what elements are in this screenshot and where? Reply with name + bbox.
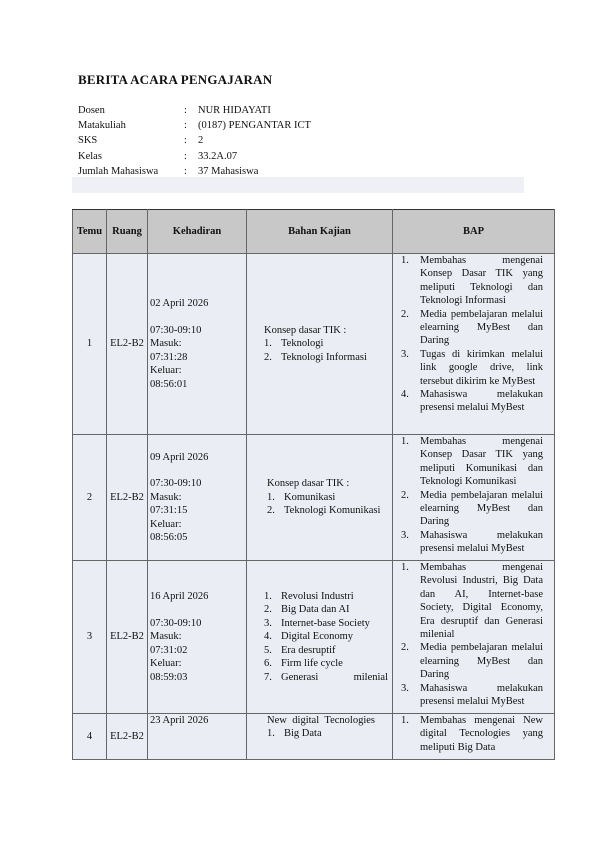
attendance-masuk-time: 07:31:15 [150, 505, 188, 517]
info-row-kelas [78, 149, 311, 164]
cell-bahan-kajian [247, 254, 393, 435]
gray-strip [72, 177, 524, 193]
info-value: 37 Mahasiswa [198, 165, 259, 177]
table-row [73, 561, 555, 714]
attendance-masuk-time: 07:31:28 [150, 351, 188, 363]
bap-item: 2. Media pembelajaran melalui elearning MyBest dan Daring [401, 308, 543, 347]
bahan-item: 5. Era desruptif [264, 644, 336, 656]
attendance-time: 07:30-09:10 [150, 617, 202, 629]
info-label: Matakuliah [78, 120, 126, 132]
bahan-item: 3. Internet-base Society [264, 617, 370, 629]
info-value: NUR HIDAYATI [198, 105, 271, 116]
bahan-item: 1. Teknologi [264, 338, 324, 350]
cell-kehadiran [148, 561, 247, 714]
info-label: Kelas [78, 150, 102, 162]
bahan-item: 1. Komunikasi [267, 491, 336, 503]
info-colon: : [184, 105, 187, 116]
teaching-record-table [72, 209, 555, 760]
cell-temu: 3 [73, 561, 107, 714]
bap-item: 1. Membahas mengenai Revolusi Industri, Big Data dan AI, Internet-base Society, Digital Economy, Era desruptif dan Generasi milenial [401, 562, 543, 641]
bahan-heading: New digital Tecnologies [267, 715, 375, 726]
cell-temu: 2 [73, 435, 107, 561]
cell-temu: 1 [73, 254, 107, 435]
info-row-dosen [78, 103, 311, 118]
info-label: Jumlah Mahasiswa [78, 165, 159, 177]
info-colon: : [184, 120, 187, 132]
info-row-matakuliah [78, 118, 311, 133]
bap-item: 2. Media pembelajaran melalui elearning MyBest dan Daring [401, 489, 543, 528]
bap-item: 1. Membahas mengenai New digital Tecnologies yang meliputi Big Data [401, 715, 543, 753]
table-row [73, 714, 555, 760]
bahan-item: 2. Big Data dan AI [264, 604, 350, 616]
info-colon: : [184, 165, 187, 177]
bahan-item: 1. Big Data [267, 728, 322, 740]
bahan-item: 7. Generasi milenial [264, 671, 388, 683]
info-value: 2 [198, 135, 204, 147]
cell-bap [393, 435, 555, 561]
cell-kehadiran [148, 714, 247, 760]
bap-list [401, 714, 543, 754]
attendance-keluar-label: Keluar: [150, 658, 182, 670]
attendance-keluar-time: 08:59:03 [150, 671, 188, 683]
info-label: SKS [78, 135, 98, 147]
bahan-item: 4. Digital Economy [264, 631, 354, 643]
table-header-row [73, 210, 555, 254]
bap-item: 1. Membahas mengenai Konsep Dasar TIK yang meliputi Komunikasi dan Teknologi Komunikasi [401, 436, 543, 488]
bahan-list [264, 337, 388, 364]
cell-kehadiran [148, 435, 247, 561]
attendance-block [150, 451, 246, 545]
attendance-time: 07:30-09:10 [150, 324, 202, 336]
header-ruang: Ruang [107, 210, 148, 254]
attendance-block [150, 714, 246, 727]
attendance-block [150, 590, 246, 684]
cell-kehadiran [148, 254, 247, 435]
info-label: Dosen [78, 105, 105, 116]
attendance-keluar-time: 08:56:01 [150, 378, 188, 390]
bahan-item: 2. Teknologi Informasi [264, 351, 367, 363]
attendance-date: 02 April 2026 [150, 298, 209, 310]
attendance-keluar-time: 08:56:05 [150, 532, 188, 543]
cell-bap [393, 561, 555, 714]
cell-ruang: EL2-B2 [107, 714, 148, 760]
bap-item: 2. Media pembelajaran melalui elearning MyBest dan Daring [401, 642, 543, 681]
bap-list [401, 561, 543, 708]
bahan-heading: Konsep dasar TIK : [267, 478, 350, 490]
attendance-date: 16 April 2026 [150, 591, 209, 603]
bap-list [401, 254, 543, 415]
attendance-block [150, 297, 246, 391]
cell-bap [393, 254, 555, 435]
header-bap: BAP [393, 210, 555, 254]
document-title: BERITA ACARA PENGAJARAN [78, 72, 273, 87]
attendance-masuk-label: Masuk: [150, 631, 182, 643]
cell-bap [393, 714, 555, 760]
attendance-date: 23 April 2026 [150, 715, 209, 726]
cell-bahan-kajian [247, 561, 393, 714]
attendance-masuk-label: Masuk: [150, 491, 182, 503]
bahan-list [267, 727, 388, 740]
cell-bahan-kajian [247, 435, 393, 561]
header-temu: Temu [73, 210, 107, 254]
table-row [73, 435, 555, 561]
bap-item: 3. Mahasiswa melakukan presensi melalui MyBest [401, 682, 543, 708]
cell-temu: 4 [73, 714, 107, 760]
bahan-list [264, 590, 388, 684]
bap-item: 3. Tugas di kirimkan melalui link google drive, link tersebut dikirim ke MyBest [401, 348, 543, 387]
bahan-item: 2. Teknologi Komunikasi [267, 505, 381, 517]
attendance-time: 07:30-09:10 [150, 478, 202, 490]
attendance-masuk-label: Masuk: [150, 338, 182, 350]
attendance-date: 09 April 2026 [150, 451, 209, 463]
attendance-keluar-label: Keluar: [150, 518, 182, 530]
attendance-keluar-label: Keluar: [150, 365, 182, 377]
cell-bahan-kajian [247, 714, 393, 760]
info-colon: : [184, 135, 187, 147]
cell-ruang: EL2-B2 [107, 435, 148, 561]
attendance-masuk-time: 07:31:02 [150, 644, 188, 656]
info-row-sks [78, 133, 311, 148]
course-info [78, 103, 311, 179]
bahan-list [267, 491, 388, 518]
info-value: 33.2A.07 [198, 150, 238, 162]
bahan-heading: Konsep dasar TIK : [264, 324, 347, 336]
cell-ruang: EL2-B2 [107, 561, 148, 714]
header-kehadiran: Kehadiran [148, 210, 247, 254]
bap-item: 3. Mahasiswa melakukan presensi melalui MyBest [401, 529, 543, 555]
bap-item: 1. Membahas mengenai Konsep Dasar TIK yang meliputi Teknologi dan Teknologi Informasi [401, 255, 543, 307]
bahan-item: 1. Revolusi Industri [264, 591, 354, 603]
bahan-item: 6. Firm life cycle [264, 658, 343, 670]
info-colon: : [184, 150, 187, 162]
cell-ruang: EL2-B2 [107, 254, 148, 435]
table-row [73, 254, 555, 435]
info-value: (0187) PENGANTAR ICT [198, 120, 311, 132]
header-bahan-kajian: Bahan Kajian [247, 210, 393, 254]
bap-list [401, 435, 543, 556]
bap-item: 4. Mahasiswa melakukan presensi melalui MyBest [401, 389, 543, 414]
